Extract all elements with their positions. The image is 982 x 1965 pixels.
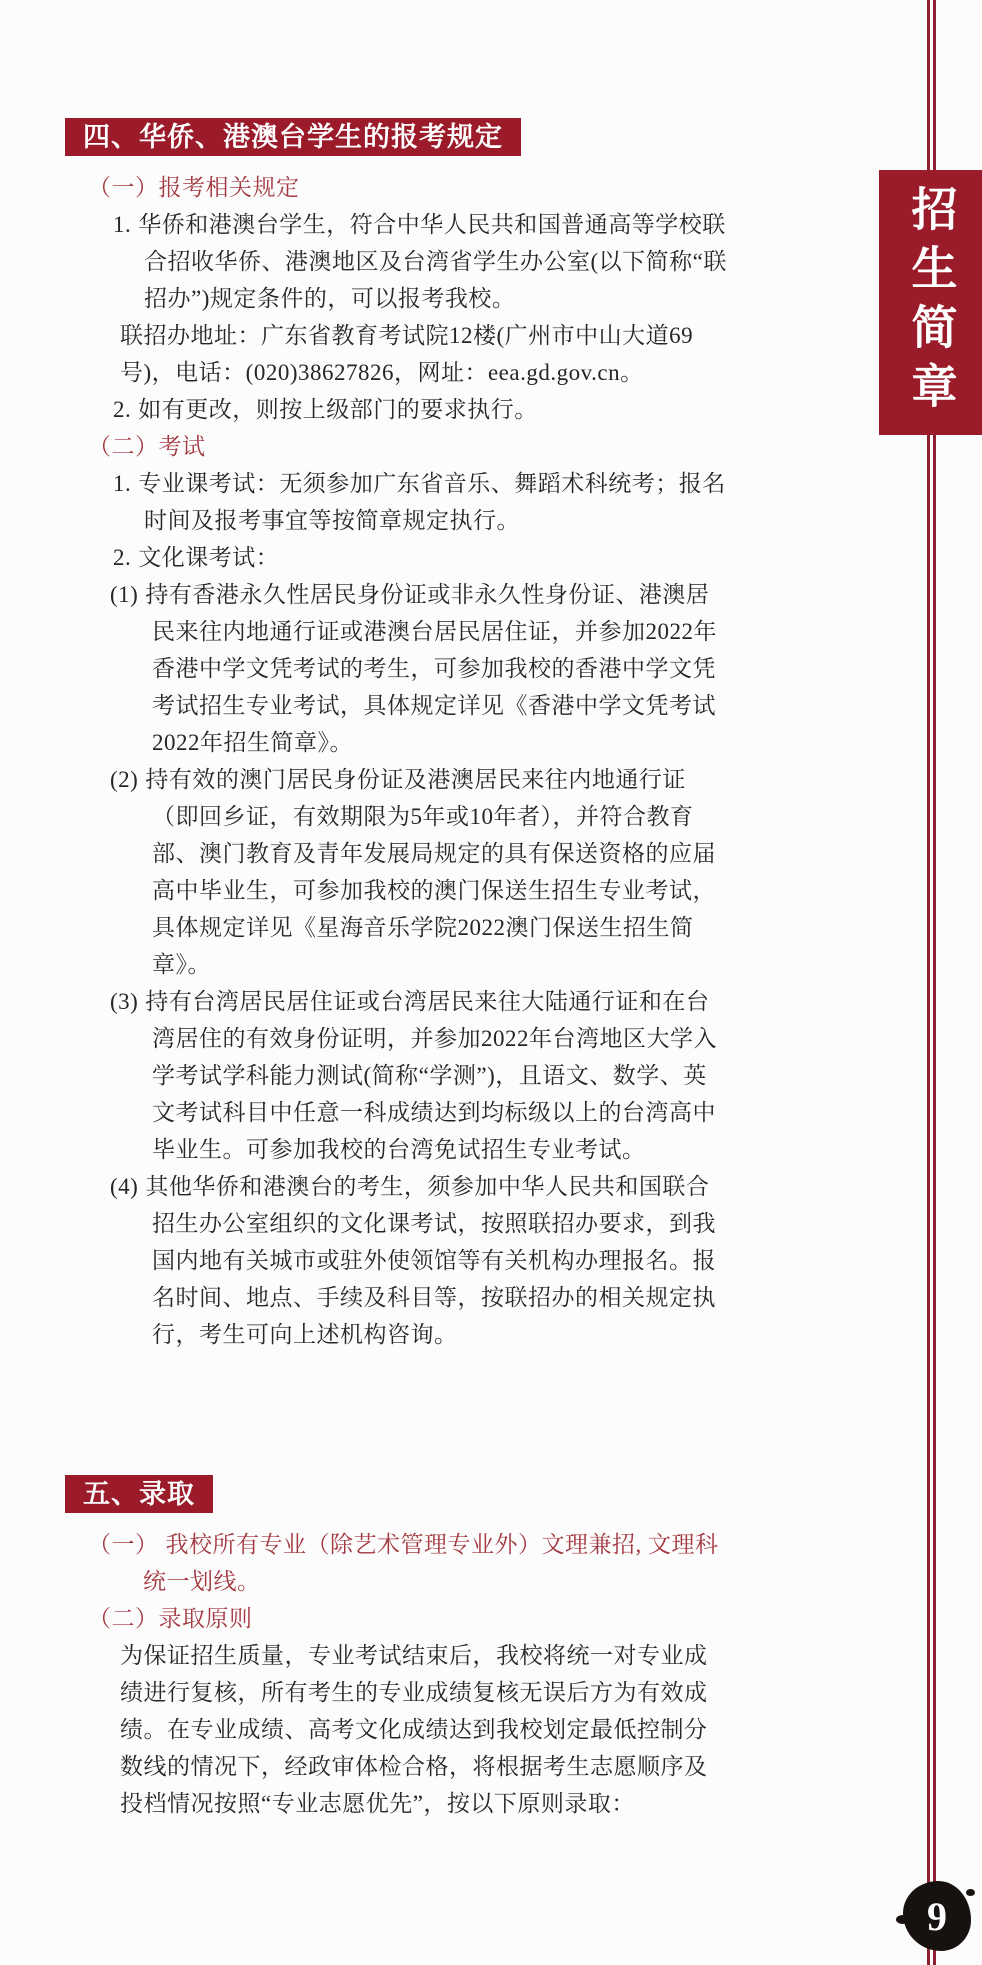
section-5-body (65, 1526, 727, 1822)
list-item (113, 465, 727, 539)
list-item-number: (3) (110, 989, 139, 1014)
list-item-number: (4) (110, 1174, 139, 1199)
list-item-number: （一） (88, 1532, 159, 1557)
list-item-text: 文化课考试： (138, 545, 280, 570)
list-item-number: 2. (113, 545, 132, 570)
subsection-heading: （一）报考相关规定 (88, 175, 300, 200)
section-4-body (65, 169, 727, 1353)
admission-principles-paragraph: 为保证招生质量，专业考试结束后，我校将统一对专业成绩进行复核，所有考生的专业成绩复核无误后方为有效成绩。在专业成绩、高考文化成绩达到我校划定最低控制分数线的情况下，经政审体检合格，将根据考生志愿顺序及投档情况按照“专业志愿优先”，按以下原则录取： (120, 1643, 708, 1816)
list-item-text: 其他华侨和港澳台的考生，须参加中华人民共和国联合招生办公室组织的文化课考试，按照联招办要求，到我国内地有关城市或驻外使领馆等有关机构办理报名。报名时间、地点、手续及科目等，按联招办的相关规定执行，考生可向上述机构咨询。 (145, 1174, 716, 1347)
contact-paragraph: 联招办地址：广东省教育考试院12楼(广州市中山大道69号)，电话：(020)38627826，网址：eea.gd.gov.cn。 (120, 323, 694, 385)
page-number: 9 (927, 1893, 947, 1939)
page-number-ink-blob (903, 1881, 971, 1951)
section-4-header-bar: 四、华侨、港澳台学生的报考规定 (65, 118, 521, 156)
subsection-heading: （二）考试 (88, 434, 206, 459)
list-item (110, 761, 727, 983)
list-item-text: 持有台湾居民居住证或台湾居民来往大陆通行证和在台湾居住的有效身份证明，并参加2022年台湾地区大学入学考试学科能力测试(简称“学测”)，且语文、数学、英文考试科目中任意一科成绩达到均标级以上的台湾高中毕业生。可参加我校的台湾免试招生专业考试。 (145, 989, 717, 1162)
list-item-text: 持有效的澳门居民身份证及港澳居民来往内地通行证（即回乡证，有效期限为5年或10年者），并符合教育部、澳门教育及青年发展局规定的具有保送资格的应届高中毕业生，可参加我校的澳门保送生招生专业考试，具体规定详见《星海音乐学院2022澳门保送生招生简章》。 (145, 767, 716, 977)
list-item-number: (1) (110, 582, 139, 607)
list-item-number: (2) (110, 767, 139, 792)
list-item-text: 专业课考试：无须参加广东省音乐、舞蹈术科统考；报名时间及报考事宜等按简章规定执行。 (138, 471, 726, 533)
side-banner-label: 招生简章 (905, 184, 957, 421)
list-item (113, 539, 727, 576)
section-5-header-bar: 五、录取 (65, 1475, 213, 1513)
list-item-text: 华侨和港澳台学生，符合中华人民共和国普通高等学校联合招收华侨、港澳地区及台湾省学生办公室(以下简称“联招办”)规定条件的，可以报考我校。 (138, 212, 727, 311)
list-item-number: 2. (113, 397, 132, 422)
subsection-heading: （二）录取原则 (88, 1606, 253, 1631)
list-item (113, 206, 727, 317)
list-item (110, 576, 727, 761)
list-item-number: 1. (113, 212, 132, 237)
list-item-text: 如有更改，则按上级部门的要求执行。 (138, 397, 538, 422)
list-item (113, 391, 727, 428)
list-item-text: 持有香港永久性居民身份证或非永久性身份证、港澳居民来往内地通行证或港澳台居民居住证，并参加2022年香港中学文凭考试的考生，可参加我校的香港中学文凭考试招生专业考试，具体规定详见《香港中学文凭考试2022年招生简章》。 (145, 582, 717, 755)
list-item (110, 1168, 727, 1353)
list-item (88, 1526, 727, 1600)
list-item (110, 983, 727, 1168)
page-content (65, 118, 727, 1822)
list-item-text: 我校所有专业（除艺术管理专业外）文理兼招, 文理科统一划线。 (143, 1532, 719, 1594)
side-banner (879, 170, 982, 435)
list-item-number: 1. (113, 471, 132, 496)
